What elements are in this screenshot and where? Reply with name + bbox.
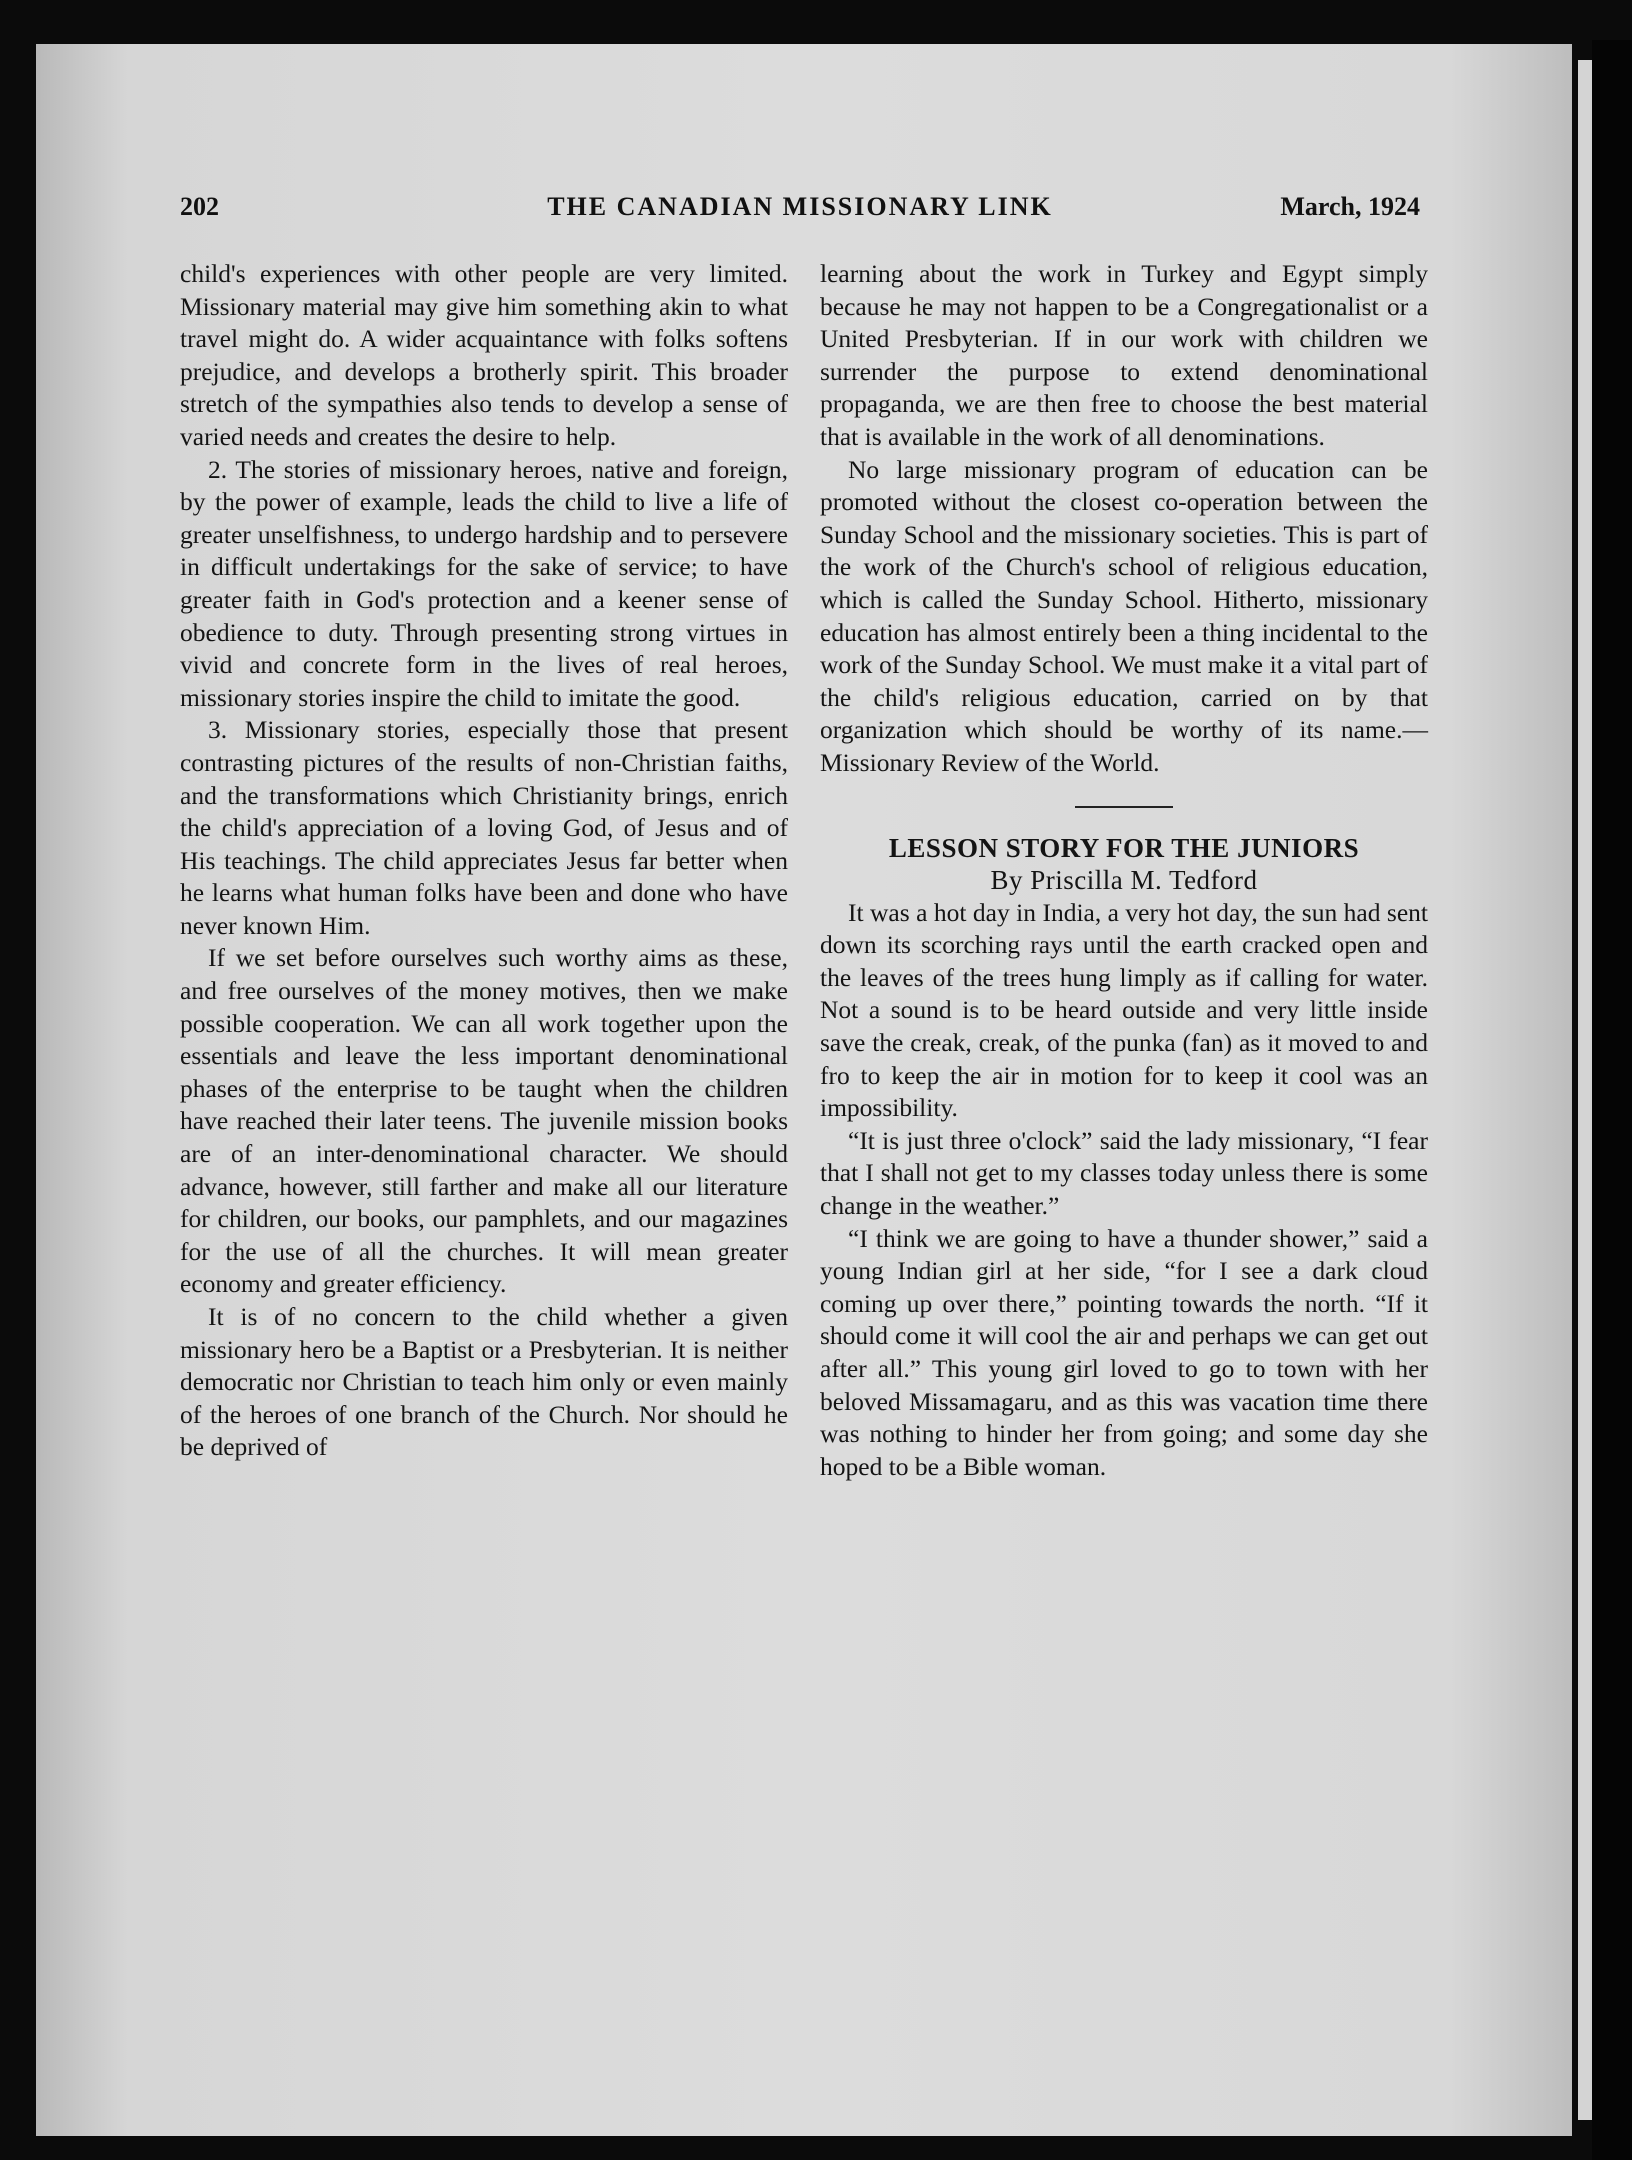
paragraph: It was a hot day in India, a very hot day, the sun had sent down its scorching rays until the earth cracked open and the leaves of the trees hung limply as if calling for water. Not a sound is to be heard outside and very little inside save the creak, creak, of the punka (fan) as it moved to and fro to keep the air in motion for to keep it cool was an impossibility.: [820, 897, 1428, 1123]
section-divider: [1075, 806, 1173, 808]
page-number: 202: [180, 192, 219, 221]
next-page-edge: [1578, 60, 1592, 2120]
left-column: [180, 258, 788, 1464]
paragraph: It is of no concern to the child whether a given missionary hero be a Baptist or a Presbyterian. It is neither democratic nor Christian to teach him only or even mainly of the heroes of one branch of the Church. Nor should he be deprived of: [180, 1302, 788, 1462]
article-byline: By Priscilla M. Tedford: [990, 865, 1258, 896]
paragraph: “It is just three o'clock” said the lady missionary, “I fear that I shall not get to my classes today unless there is some change in the weather.”: [820, 1125, 1428, 1221]
scan-edge-dark: [1592, 40, 1632, 2160]
paragraph: 2. The stories of missionary heroes, native and foreign, by the power of example, leads the child to live a life of greater unselfishness, to undergo hardship and to persevere in difficult undertakings for the sake of service; to have greater faith in God's protection and a keener sense of obedience to duty. Through presenting strong virtues in vivid and concrete form in the lives of real heroes, missionary stories inspire the child to imitate the good.: [180, 454, 788, 712]
issue-date: March, 1924: [1280, 192, 1420, 221]
article-title: LESSON STORY FOR THE JUNIORS: [888, 832, 1360, 863]
paragraph: If we set before ourselves such worthy aims as these, and free ourselves of the money motives, then we make possible cooperation. We can all work together upon the essentials and leave the less important denominational phases of the enterprise to be taught when the children have reached their later teens. The juvenile mission books are of an inter-denominational character. We should advance, however, still farther and make all our literature for children, our books, our pamphlets, and our magazines for the use of all the churches. It will mean greater economy and greater efficiency.: [180, 943, 788, 1299]
paragraph: No large missionary program of education can be promoted without the closest co-operation between the Sunday School and the missionary societies. This is part of the work of the Church's school of religious education, which is called the Sunday School. Hitherto, missionary education has almost entirely been a thing incidental to the work of the Sunday School. We must make it a vital part of the child's religious education, carried on by that organization which should be worthy of its name.—Missionary Review of the World.: [820, 454, 1428, 777]
paragraph: 3. Missionary stories, especially those that present contrasting pictures of the results of non-Christian faiths, and the transformations which Christianity brings, enrich the child's appreciation of a loving God, of Jesus and of His teachings. The child appreciates Jesus far better when he learns what human folks have been and done who have never known Him.: [180, 715, 788, 940]
paragraph: learning about the work in Turkey and Egypt simply because he may not happen to be a Congregationalist or a United Presbyterian. If in our work with children we surrender the purpose to extend denominational propaganda, we are then free to choose the best material that is available in the work of all denominations.: [820, 259, 1428, 451]
publication-title: THE CANADIAN MISSIONARY LINK: [547, 192, 1053, 221]
right-column: [820, 258, 1428, 1483]
running-header: [180, 192, 1420, 232]
paragraph: “I think we are going to have a thunder shower,” said a young Indian girl at her side, “for I see a dark cloud coming up over there,” pointing towards the north. “If it should come it will cool the air and perhaps we can get out after all.” This young girl loved to go to town with her beloved Missamagaru, and as this was vacation time there was nothing to hinder her from going; and some day she hoped to be a Bible woman.: [820, 1223, 1428, 1481]
paragraph: child's experiences with other people are very limited. Missionary material may give him something akin to what travel might do. A wider acquaintance with folks softens prejudice, and develops a brotherly spirit. This broader stretch of the sympathies also tends to develop a sense of varied needs and creates the desire to help.: [180, 259, 788, 451]
